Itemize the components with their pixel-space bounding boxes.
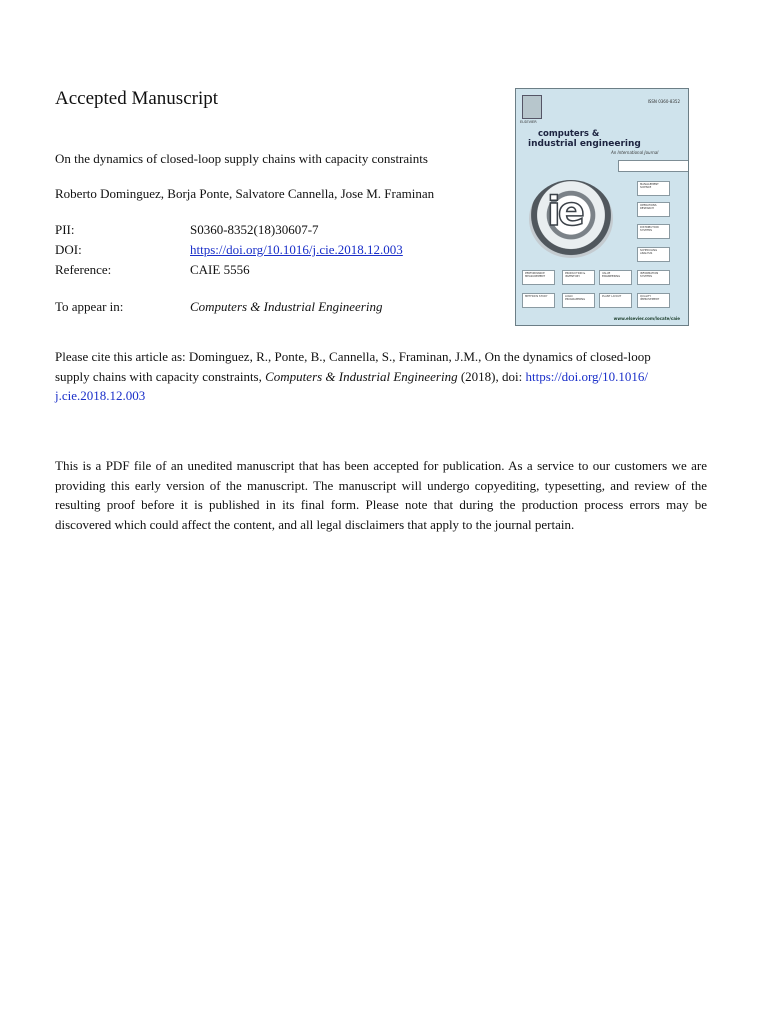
citation-journal: Computers & Industrial Engineering <box>265 368 458 384</box>
cover-url: www.elsevier.com/locate/caie <box>613 316 680 321</box>
pii-value: S0360-8352(18)30607-7 <box>190 222 319 237</box>
journal-cover <box>515 88 689 326</box>
article-title: On the dynamics of closed-loop supply chains with capacity constraints <box>55 151 428 166</box>
pii-label: PII: <box>55 222 75 237</box>
page-heading: Accepted Manuscript <box>55 88 219 109</box>
cover-box-right-4: SCHEDULING ANALYSIS <box>637 247 670 262</box>
reference-value: CAIE 5556 <box>190 262 250 277</box>
cover-journal-line1: computers & <box>538 129 600 139</box>
disclaimer-notice: This is a PDF file of an unedited manuscript that has been accepted for publication. As a service to our customers we are providing this early version of the manuscript. The manuscript will undergo copyediting, typesetting, and review of the resulting proof before it is published in its final form. Please note that during the production process errors may be discovered which could affect the content, and all legal disclaimers that apply to the journal pertain. <box>55 458 707 532</box>
cover-white-bar <box>618 160 689 172</box>
citation-block <box>55 347 715 406</box>
elsevier-logo-icon <box>522 95 542 119</box>
citation-line-3 <box>55 386 715 406</box>
cover-subtitle: An International Journal <box>611 150 659 155</box>
cover-box-right-1: MANAGEMENT SCIENCE <box>637 181 670 196</box>
cover-box-row1-2: PRODUCTION & INVENTORY <box>562 270 595 285</box>
citation-line-2: supply chains with capacity constraints, Computers & Industrial Engineering (2018), doi: https://doi.org/10.1016/ <box>55 368 649 384</box>
cover-box-row2-2: LOGIC PROGRAMMING <box>562 293 595 308</box>
cover-box-row2-4: QUALITY IMPROVEMENT <box>637 293 670 308</box>
cover-box-right-3: DISTRIBUTION SYSTEMS <box>637 224 670 239</box>
reference-label: Reference: <box>55 262 112 277</box>
doi-link[interactable]: https://doi.org/10.1016/j.cie.2018.12.003 <box>190 242 403 257</box>
citation-line-1: Please cite this article as: Dominguez, R., Ponte, B., Cannella, S., Framinan, J.M., On the dynamics of closed-loop <box>55 349 651 364</box>
cover-box-row2-1: METHODS STUDY <box>522 293 555 308</box>
doi-label: DOI: <box>55 242 82 257</box>
publisher-name: ELSEVIER <box>520 120 537 124</box>
citation-doi-link[interactable]: https://doi.org/10.1016/ <box>525 368 649 384</box>
cover-box-row1-1: PERFORMANCE MEASUREMENT <box>522 270 555 285</box>
cover-journal-line2: industrial engineering <box>528 139 641 149</box>
citation-doi-link-cont[interactable]: j.cie.2018.12.003 <box>55 388 146 403</box>
cover-issn: ISSN 0360-8352 <box>647 99 680 104</box>
cover-box-row1-3: VALUE ENGINEERING <box>599 270 632 285</box>
ie-emblem-letters: ie <box>547 189 582 235</box>
cover-box-row1-4: INFORMATION SYSTEMS <box>637 270 670 285</box>
article-authors: Roberto Dominguez, Borja Ponte, Salvatore Cannella, Jose M. Framinan <box>55 186 435 201</box>
appear-journal: Computers & Industrial Engineering <box>190 299 383 314</box>
cover-box-row2-3: PLANT LAYOUT <box>599 293 632 308</box>
cover-box-right-2: OPERATIONS RESEARCH <box>637 202 670 217</box>
appear-label: To appear in: <box>55 299 124 314</box>
